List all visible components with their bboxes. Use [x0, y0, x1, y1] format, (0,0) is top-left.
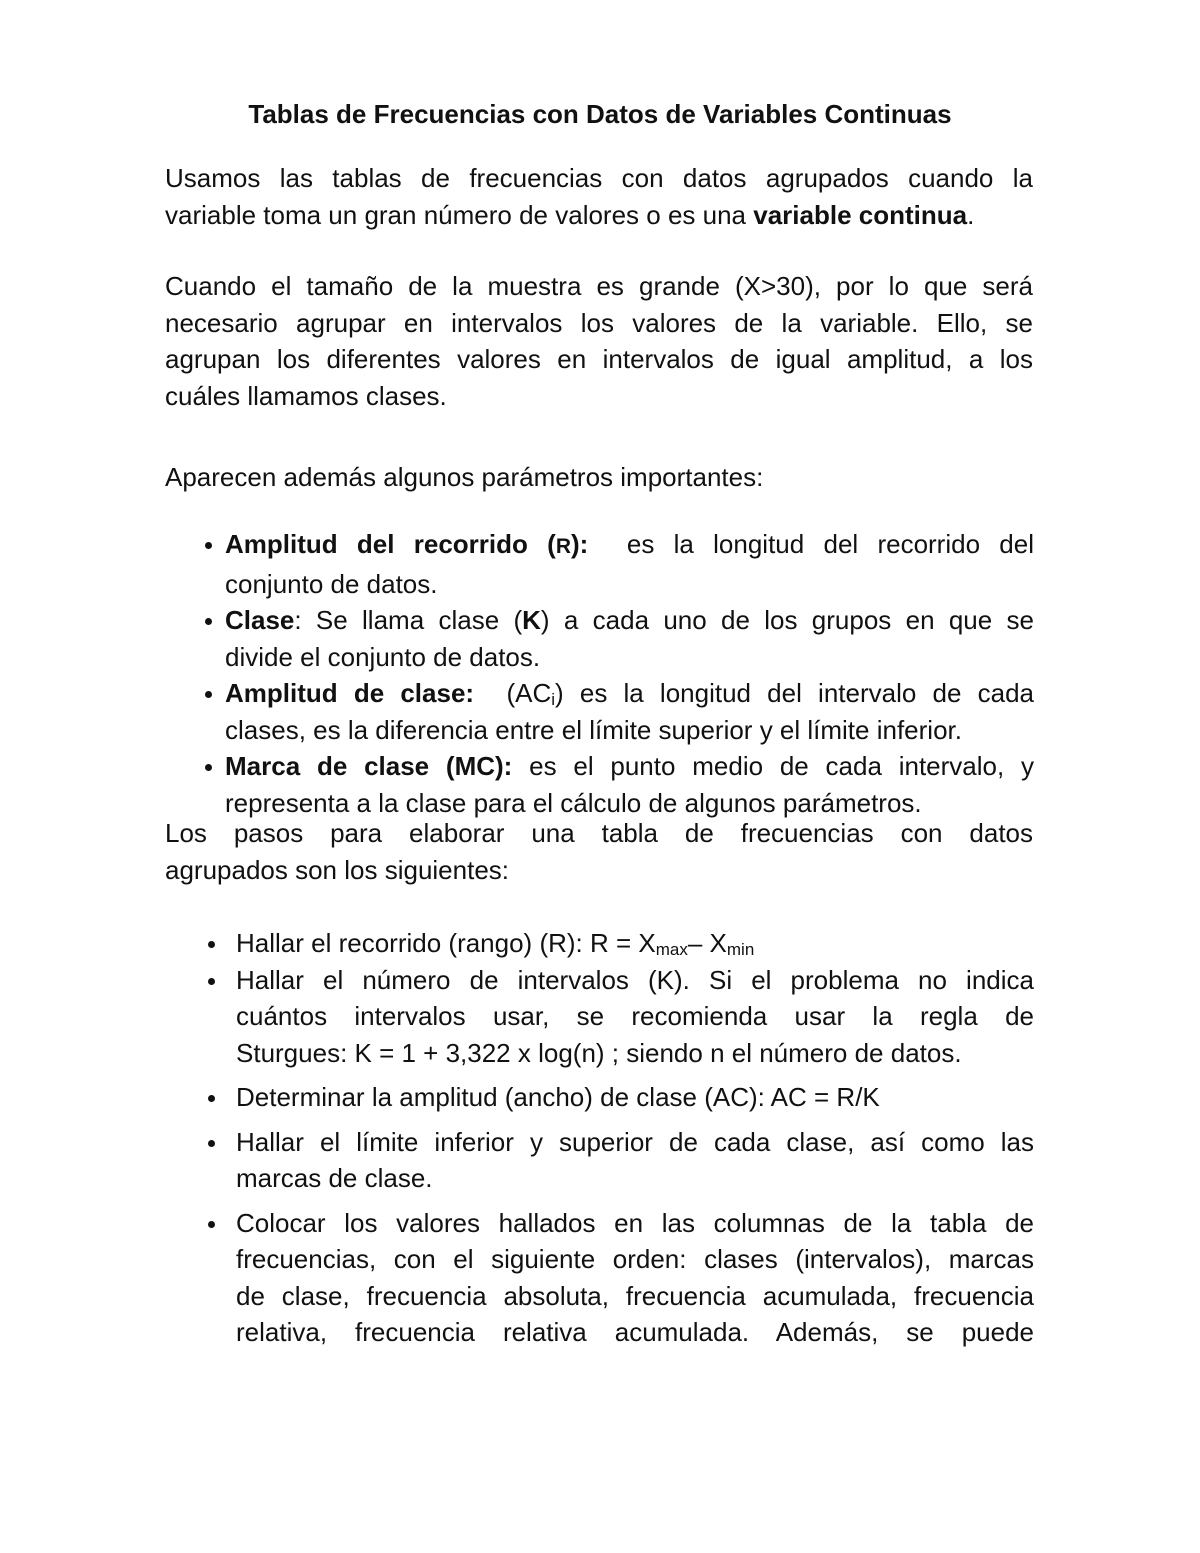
steps-list — [202, 925, 1034, 1351]
parameters-list — [202, 526, 1034, 821]
term-amplitud-recorrido: Amplitud del recorrido (R): — [225, 529, 589, 559]
intro-line-1: Usamos las tablas de frecuencias con datos agrupados cuando la — [165, 163, 1033, 193]
steps-intro-paragraph: Los pasos para elaborar una tabla de frecuencias con datos agrupados son los siguientes: — [165, 818, 1033, 885]
list-item: Amplitud de clase: $(AC_i)$ es la longitud del intervalo de cada clases, es la diferencia entre el límite superior y el límite inferior. — [202, 675, 1034, 748]
list-item: Clase: Se llama clase (K) a cada uno de los grupos en que se divide el conjunto de datos. — [202, 602, 1034, 675]
intro-paragraph — [165, 160, 1033, 233]
list-item: Amplitud del recorrido (R): es la longitud del recorrido del conjunto de datos. — [202, 526, 1034, 602]
list-item: Colocar los valores hallados en las columnas de la tabla de frecuencias, con el siguiente orden: clases (intervalos), marcas de clase, frecuencia absoluta, frecuencia acumulada, frecuencia relativa, frecuencia relativa acumulada. Además, se puede — [202, 1205, 1034, 1351]
sample-line-1: Cuando el tamaño de la muestra es grande (X>30), por lo que será — [165, 271, 1033, 301]
sample-size-paragraph — [165, 268, 1033, 414]
term-amplitud-clase: Amplitud de clase: — [225, 678, 475, 708]
list-item: Hallar el número de intervalos (K). Si el problema no indica cuántos intervalos usar, se recomienda usar la regla de Sturgues: K = 1 + 3,322 x log(n) ; siendo n el número de datos. — [202, 962, 1034, 1072]
term-clase: Clase — [225, 605, 295, 635]
sample-line-3: agrupan los diferentes valores en intervalos de igual amplitud, a los — [165, 344, 1033, 374]
list-item: Hallar el límite inferior y superior de cada clase, así como las marcas de clase. — [202, 1124, 1034, 1197]
list-item: Marca de clase (MC): es el punto medio de cada intervalo, y representa a la clase para el cálculo de algunos parámetros. — [202, 748, 1034, 821]
intro-line-2: variable toma un gran número de valores o es una variable continua. — [165, 199, 975, 230]
variable-continua-emphasis: variable continua — [753, 199, 968, 230]
sample-line-4: cuáles llamamos clases. — [165, 380, 447, 411]
page-title: Tablas de Frecuencias con Datos de Variables Continuas — [248, 99, 952, 129]
term-marca-clase: Marca de clase (MC): — [225, 751, 513, 781]
list-item: Hallar el recorrido (rango) (R): $R = X_{max}-$ $X_{min}$ — [202, 925, 1034, 962]
parameters-intro: Aparecen además algunos parámetros importantes: — [165, 462, 764, 492]
list-item: Determinar la amplitud (ancho) de clase (AC): AC = R/K — [202, 1079, 1034, 1116]
sample-line-2: necesario agrupar en intervalos los valores de la variable. Ello, se — [165, 307, 1033, 338]
